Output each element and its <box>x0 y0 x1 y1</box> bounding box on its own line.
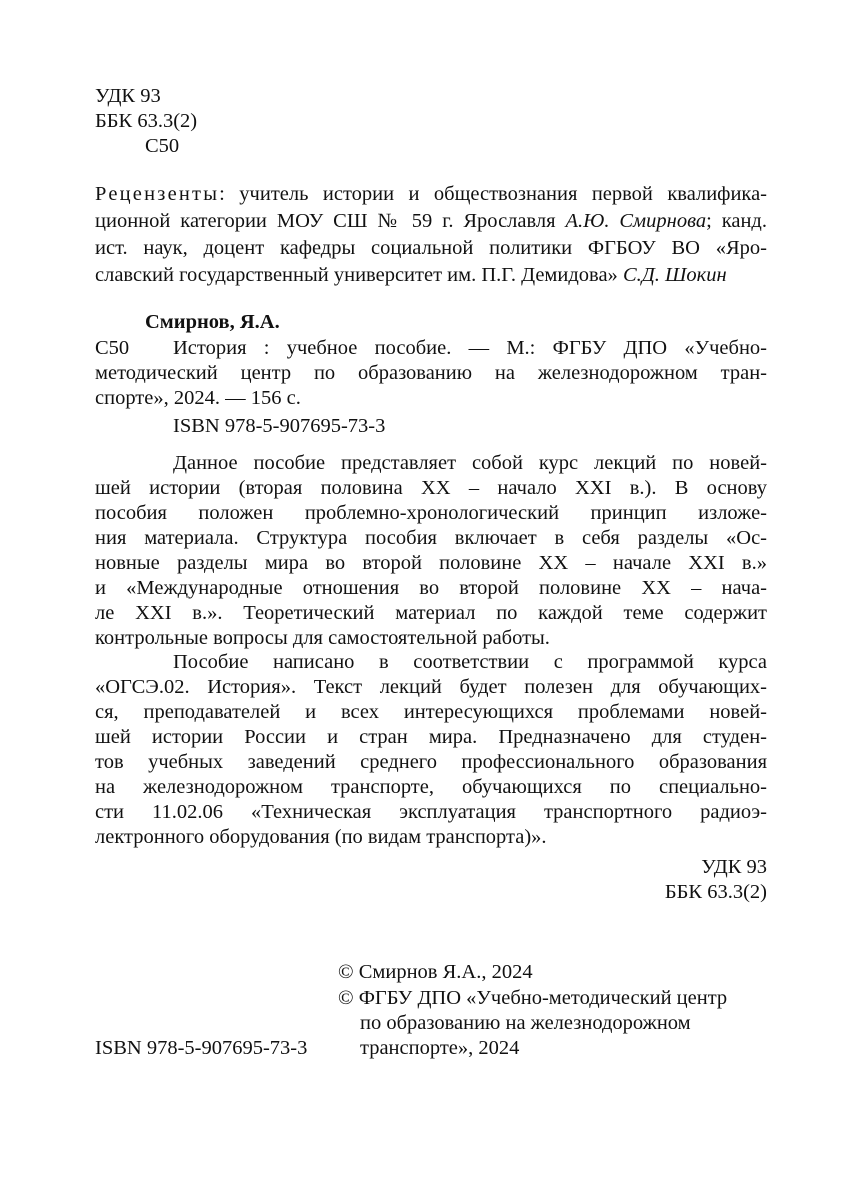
abstract-p2-line: на железнодорожном транспорте, обучающихся по специально- <box>95 776 767 798</box>
abstract-p2-line: тов учебных заведений среднего профессионального образования <box>95 751 767 773</box>
record-mark: С50 <box>95 337 130 359</box>
abstract-p2-line: «ОГСЭ.02. История». Текст лекций будет полезен для обучающих- <box>95 676 767 698</box>
abstract-p1-line: новные разделы мира во второй половине XX – начале XXI в.» <box>95 552 767 574</box>
abstract-p1-line: шей истории (вторая половина XX – начало XXI в.). В основу <box>95 477 767 499</box>
record-title-line-3: спорте», 2024. — 156 с. <box>95 387 301 409</box>
copyright-org-line-3: транспорте», 2024 <box>360 1037 520 1059</box>
reviewer-name-2: С.Д. Шокин <box>622 264 727 286</box>
udk-code: УДК 93 <box>95 85 161 107</box>
record-title-line-1: История : учебное пособие. — М.: ФГБУ ДПО «Учебно- <box>173 337 767 359</box>
abstract-p1-line: контрольные вопросы для самостоятельной работы. <box>95 627 550 649</box>
record-title-line-2: методический центр по образованию на железнодорожном тран- <box>95 362 767 384</box>
author-mark: С50 <box>145 135 180 157</box>
abstract-p2-line: шей истории России и стран мира. Предназначено для студен- <box>95 726 767 748</box>
copyright-org-line-2: по образованию на железнодорожном <box>360 1012 691 1034</box>
reviewer-name-1: А.Ю. Смирнова <box>565 210 707 232</box>
abstract-p2-line: ся, преподавателей и всех интересующихся проблемами новей- <box>95 701 767 723</box>
reviewers-line-1: Рецензенты: учитель истории и обществознания первой квалифика- <box>95 183 767 205</box>
bbk-code-bottom: ББК 63.3(2) <box>664 881 767 903</box>
bbk-code: ББК 63.3(2) <box>95 110 198 132</box>
reviewers-label: Рецензенты <box>95 183 220 205</box>
abstract-p1-line: и «Международные отношения во второй половине XX – нача- <box>95 577 767 599</box>
abstract-p1-line: Данное пособие представляет собой курс лекций по новей- <box>173 452 767 474</box>
abstract-p2-line: сти 11.02.06 «Техническая эксплуатация транспортного радиоэ- <box>95 801 767 823</box>
footer-isbn: ISBN 978-5-907695-73-3 <box>95 1037 308 1059</box>
copyright-org-line-1: © ФГБУ ДПО «Учебно-методический центр <box>338 987 728 1009</box>
abstract-p2-line: лектронного оборудования (по видам транспорта)». <box>95 826 547 848</box>
reviewers-line-2: ционной категории МОУ СШ № 59 г. Ярославля А.Ю. Смирнова; канд. <box>95 210 767 232</box>
abstract-p2-line: Пособие написано в соответствии с программой курса <box>173 651 767 673</box>
udk-code-bottom: УДК 93 <box>701 856 767 878</box>
reviewers-line-3: ист. наук, доцент кафедры социальной политики ФГБОУ ВО «Яро- <box>95 237 767 259</box>
abstract-p1-line: пособия положен проблемно-хронологический принцип изложе- <box>95 502 767 524</box>
abstract-p1-line: ния материала. Структура пособия включает в себя разделы «Ос- <box>95 527 767 549</box>
copyright-author: © Смирнов Я.А., 2024 <box>338 961 533 983</box>
record-author: Смирнов, Я.А. <box>145 311 280 333</box>
reviewers-line-4: славский государственный университет им. П.Г. Демидова» С.Д. Шокин <box>95 264 727 286</box>
abstract-p1-line: ле XXI в.». Теоретический материал по каждой теме содержит <box>95 602 767 624</box>
record-isbn: ISBN 978-5-907695-73-3 <box>173 415 386 437</box>
